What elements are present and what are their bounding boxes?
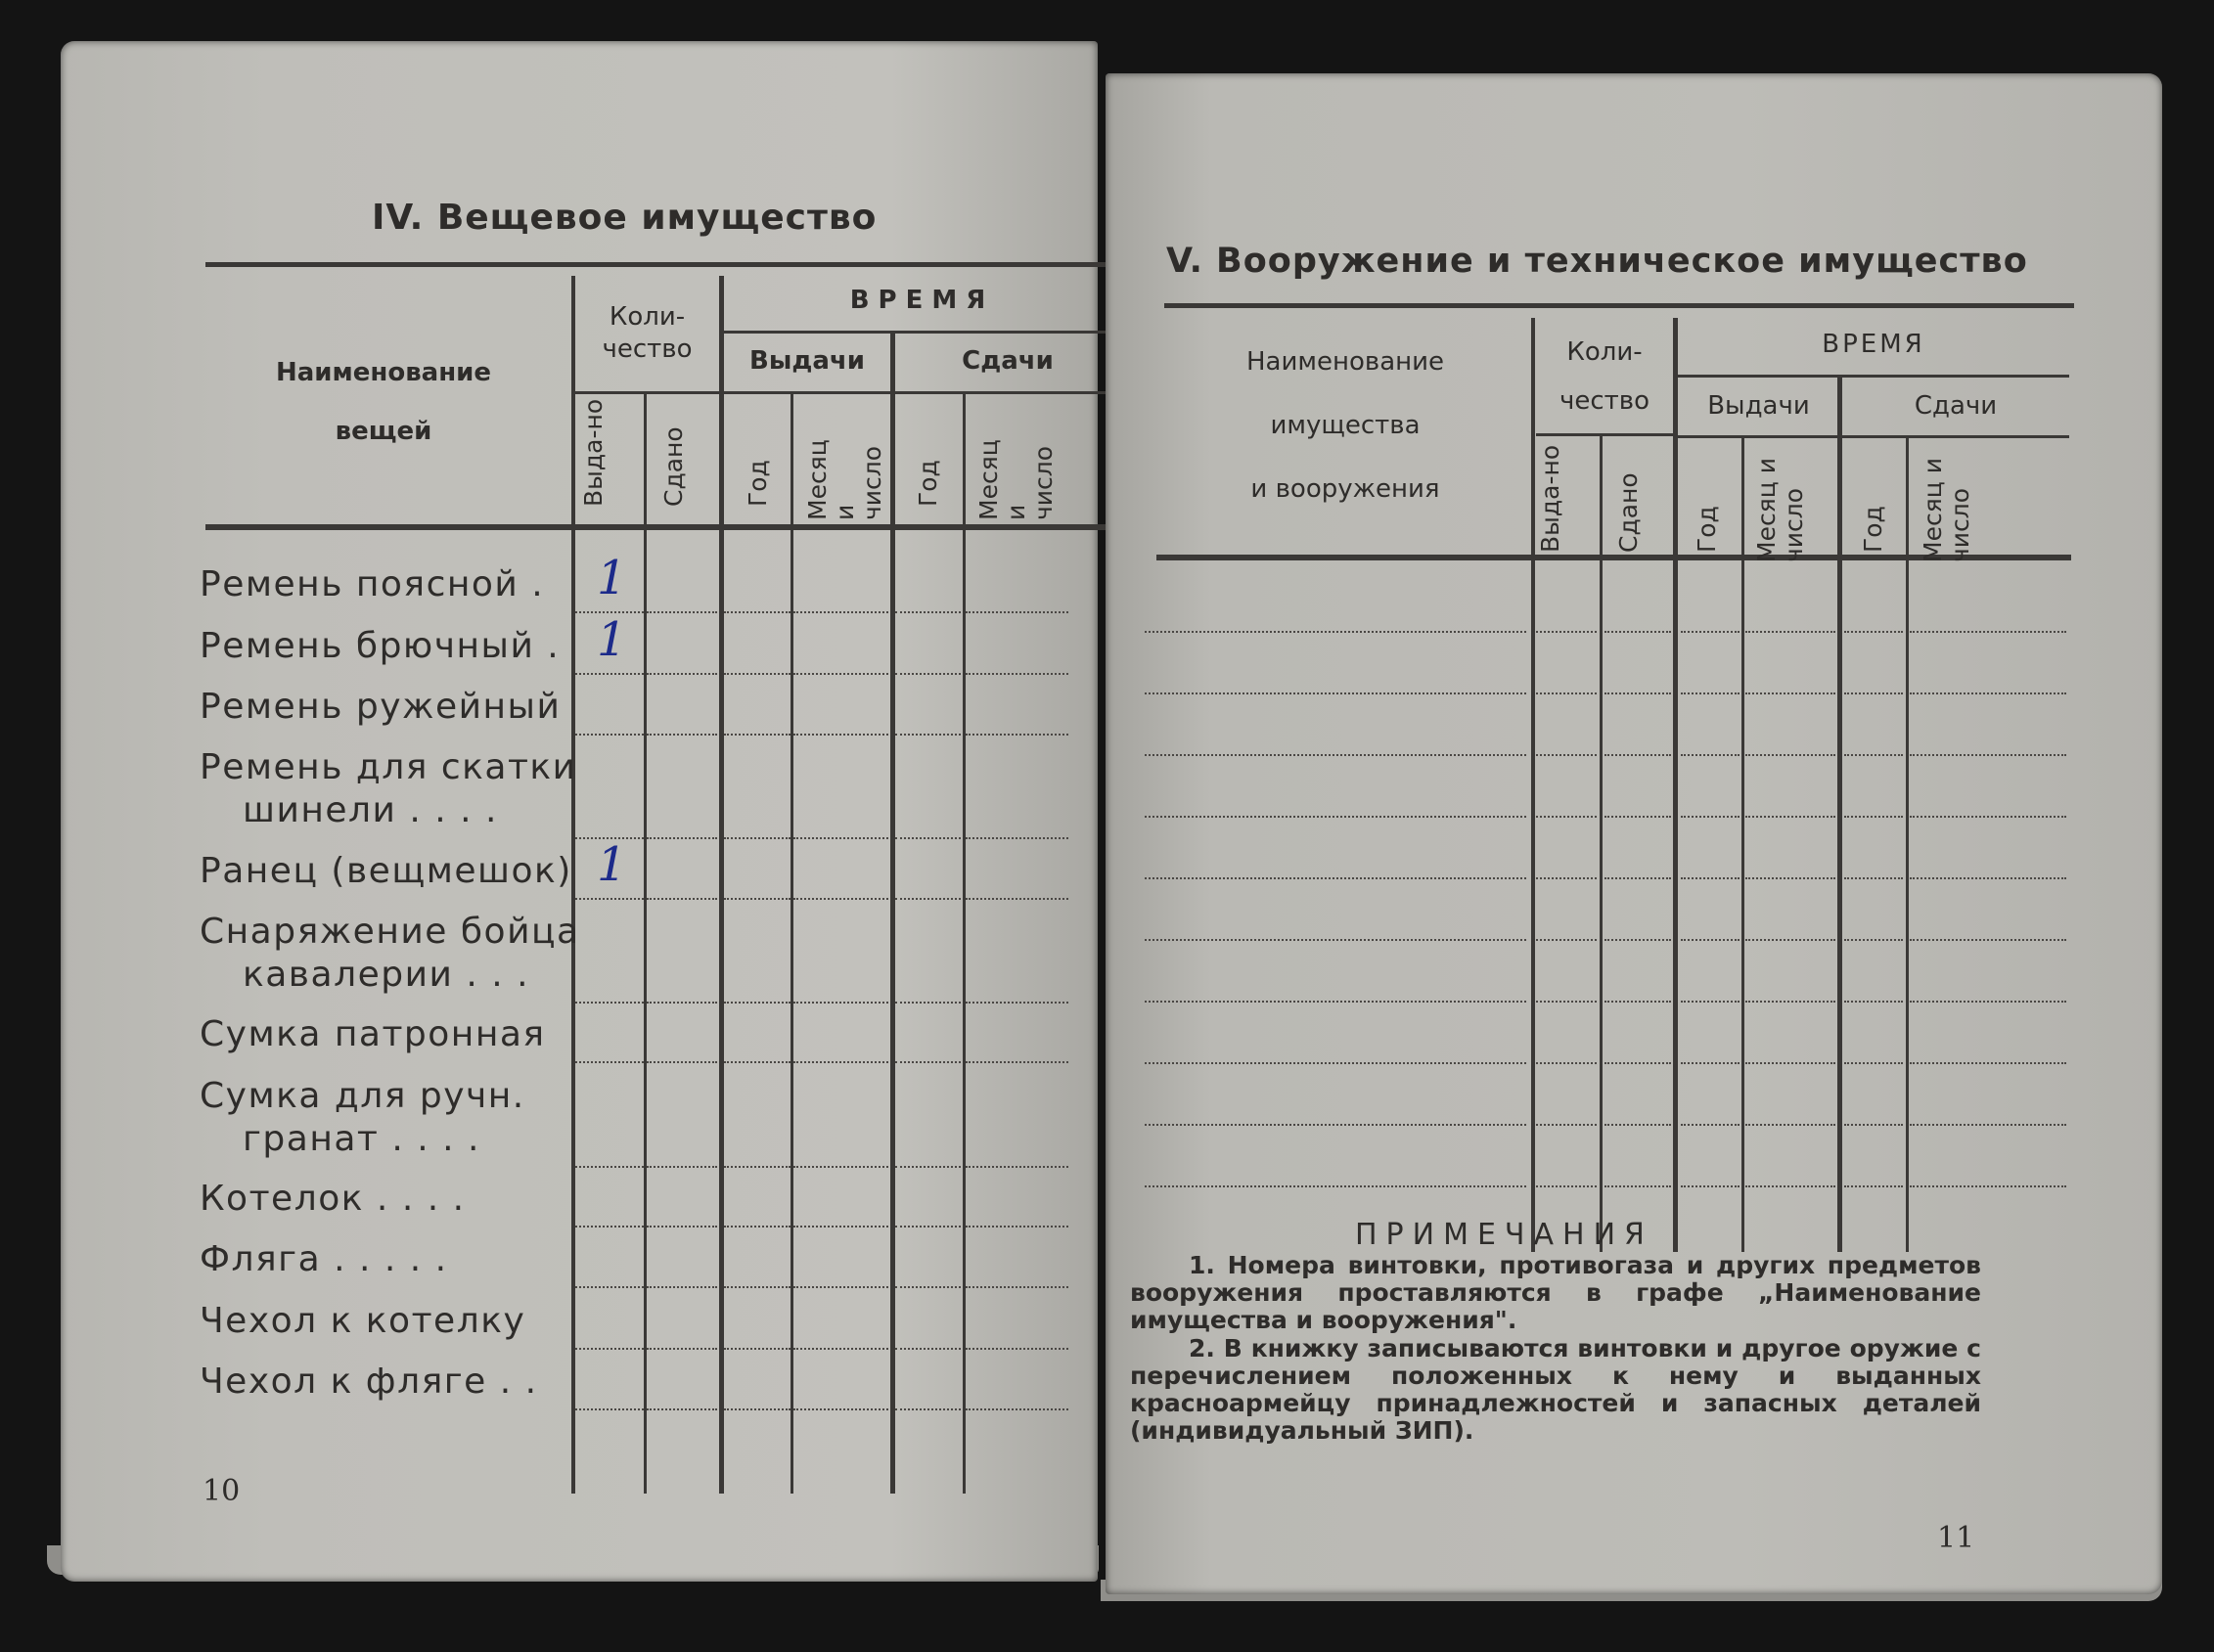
section-title: V. Вооружение и техническое имущество [1166, 242, 2028, 281]
fill-line [793, 898, 888, 900]
header-rule [1536, 433, 1673, 436]
fill-line [575, 1348, 644, 1350]
fill-line [1604, 1124, 1671, 1126]
qty-returned-header: Сдано [659, 426, 688, 507]
fill-line [1604, 939, 1671, 941]
fill-line [575, 898, 644, 900]
left-page [61, 41, 1098, 1582]
fill-line [1536, 754, 1597, 756]
fill-line [1745, 877, 1835, 879]
fill-line [647, 1226, 717, 1228]
item-name: Сумка для ручн. [200, 1076, 525, 1116]
right-page [1106, 73, 2162, 1594]
return-header: Сдачи [962, 346, 1054, 376]
fill-line [895, 673, 961, 675]
fill-line [1536, 816, 1597, 818]
time-header: ВРЕМЯ [1822, 330, 1925, 359]
qty-header: Коли- [609, 302, 686, 332]
year-header: Год [914, 460, 942, 507]
fill-line [1910, 692, 2066, 694]
fill-line [724, 837, 791, 839]
note-1: 1. Номера винтовки, противогаза и других предметов вооружения проставляются в графе „Наименование имущества и вооружения". [1130, 1251, 1981, 1334]
fill-line [793, 673, 888, 675]
handwritten-quantity: 1 [597, 551, 627, 605]
table-top-rule [1164, 303, 2074, 308]
fill-line [1681, 754, 1740, 756]
fill-line [1844, 1124, 1903, 1126]
header-rule [573, 391, 720, 394]
fill-line [966, 1166, 1068, 1168]
year-header: Год [744, 460, 772, 507]
column-rule [644, 393, 647, 1494]
fill-line [1745, 692, 1835, 694]
fill-line [647, 673, 717, 675]
fill-line [575, 1408, 644, 1410]
item-name-continued: гранат . . . . [243, 1119, 480, 1159]
month-day-header: Месяц и число [1919, 458, 1974, 562]
column-rule [1600, 435, 1603, 1252]
fill-line [895, 1286, 961, 1288]
fill-line [1681, 631, 1740, 633]
fill-line [1604, 877, 1671, 879]
fill-line [895, 1408, 961, 1410]
fill-line [1745, 1062, 1835, 1064]
fill-line [1145, 1001, 1526, 1003]
fill-line [647, 734, 717, 736]
fill-line [966, 1348, 1068, 1350]
fill-line [724, 611, 791, 613]
item-name: Котелок . . . . [200, 1179, 466, 1219]
column-rule [890, 333, 895, 1494]
fill-line [895, 1166, 961, 1168]
page-number: 11 [1937, 1521, 1975, 1555]
fill-line [724, 1166, 791, 1168]
fill-line [1844, 1185, 1903, 1187]
header-rule [721, 391, 1122, 394]
item-name: Чехол к котелку [200, 1301, 526, 1341]
fill-line [1910, 1001, 2066, 1003]
fill-line [724, 1002, 791, 1004]
name-header: Наименование [275, 358, 492, 387]
fill-line [1536, 1001, 1597, 1003]
fill-line [1145, 1185, 1526, 1187]
fill-line [1145, 631, 1526, 633]
fill-line [1910, 754, 2066, 756]
fill-line [793, 1286, 888, 1288]
page-number: 10 [203, 1474, 241, 1508]
fill-line [895, 898, 961, 900]
fill-line [1844, 692, 1903, 694]
fill-line [1910, 1062, 2066, 1064]
month-day-header: Месяц и число [974, 439, 1058, 520]
item-name: Ремень поясной . [200, 564, 545, 604]
fill-line [1145, 816, 1526, 818]
column-rule [963, 393, 966, 1494]
fill-line [1844, 877, 1903, 879]
fill-line [1745, 1185, 1835, 1187]
column-rule [1531, 318, 1535, 1252]
fill-line [1681, 1062, 1740, 1064]
fill-line [1681, 692, 1740, 694]
column-rule [1741, 435, 1744, 1252]
fill-line [793, 1226, 888, 1228]
fill-line [1681, 1185, 1740, 1187]
item-name: Снаряжение бойца [200, 912, 580, 952]
fill-line [724, 734, 791, 736]
fill-line [793, 1061, 888, 1063]
fill-line [966, 673, 1068, 675]
qty-header: Коли- [1566, 337, 1643, 367]
item-name: Ремень ружейный [200, 687, 562, 727]
fill-line [895, 837, 961, 839]
fill-line [1604, 816, 1671, 818]
fill-line [1910, 1185, 2066, 1187]
fill-line [1844, 939, 1903, 941]
fill-line [1681, 877, 1740, 879]
fill-line [1604, 1062, 1671, 1064]
fill-line [1745, 939, 1835, 941]
qty-header: чество [1559, 386, 1650, 416]
name-header: и вооружения [1250, 474, 1440, 504]
fill-line [575, 1226, 644, 1228]
note-2: 2. В книжку записываются винтовки и другое оружие с перечислением положенных к нему и выданных красноармейцу принадлежностей и запасных деталей (индивидуальный ЗИП). [1130, 1334, 1981, 1445]
name-header: вещей [335, 417, 432, 446]
fill-line [1910, 816, 2066, 818]
fill-line [895, 1002, 961, 1004]
fill-line [1604, 692, 1671, 694]
fill-line [1536, 877, 1597, 879]
qty-issued-header: Выда-но [579, 398, 608, 507]
header-bottom-rule [205, 524, 1120, 530]
name-header: Наименование [1245, 347, 1445, 377]
fill-line [1681, 1001, 1740, 1003]
fill-line [1536, 1185, 1597, 1187]
fill-line [895, 734, 961, 736]
fill-line [966, 1002, 1068, 1004]
fill-line [1145, 754, 1526, 756]
fill-line [1910, 939, 2066, 941]
fill-line [966, 837, 1068, 839]
fill-line [1844, 754, 1903, 756]
fill-line [1844, 816, 1903, 818]
year-header: Год [1859, 506, 1887, 553]
name-header: имущества [1270, 411, 1421, 440]
fill-line [895, 611, 961, 613]
fill-line [647, 898, 717, 900]
fill-line [1145, 877, 1526, 879]
issue-header: Выдачи [749, 346, 865, 376]
table-top-rule [205, 262, 1120, 267]
fill-line [575, 673, 644, 675]
fill-line [895, 1348, 961, 1350]
item-name: Ранец (вещмешок) [200, 851, 572, 891]
fill-line [1145, 1124, 1526, 1126]
fill-line [793, 837, 888, 839]
fill-line [1536, 692, 1597, 694]
fill-line [1681, 939, 1740, 941]
column-rule [1673, 318, 1678, 1252]
fill-line [793, 611, 888, 613]
item-name: Чехол к фляге . . [200, 1362, 538, 1402]
fill-line [724, 1408, 791, 1410]
fill-line [1604, 754, 1671, 756]
fill-line [647, 1348, 717, 1350]
item-name: Фляга . . . . . [200, 1239, 448, 1279]
section-title: IV. Вещевое имущество [372, 198, 878, 238]
fill-line [966, 1061, 1068, 1063]
item-name: Сумка патронная [200, 1014, 546, 1054]
year-header: Год [1693, 506, 1721, 553]
fill-line [1681, 816, 1740, 818]
fill-line [647, 611, 717, 613]
fill-line [724, 1226, 791, 1228]
handwritten-quantity: 1 [597, 612, 627, 667]
fill-line [575, 1061, 644, 1063]
fill-line [1536, 1062, 1597, 1064]
handwritten-quantity: 1 [597, 837, 627, 892]
fill-line [793, 1166, 888, 1168]
fill-line [647, 1002, 717, 1004]
fill-line [1536, 1124, 1597, 1126]
item-name: Ремень для скатки [200, 747, 577, 787]
month-day-header: Месяц и число [1752, 458, 1808, 562]
fill-line [1145, 939, 1526, 941]
fill-line [647, 1061, 717, 1063]
fill-line [1145, 692, 1526, 694]
fill-line [647, 1408, 717, 1410]
fill-line [793, 1348, 888, 1350]
fill-line [1604, 631, 1671, 633]
fill-line [575, 734, 644, 736]
qty-issued-header: Выда-но [1536, 444, 1564, 553]
column-rule [791, 393, 793, 1494]
fill-line [895, 1226, 961, 1228]
qty-header: чество [602, 335, 693, 364]
item-name: Ремень брючный . [200, 626, 561, 666]
column-rule [719, 276, 724, 1494]
item-name-continued: кавалерии . . . [243, 955, 530, 995]
notes-title: ПРИМЕЧАНИЯ [1355, 1218, 1653, 1252]
qty-returned-header: Сдано [1614, 472, 1643, 553]
fill-line [1910, 631, 2066, 633]
fill-line [724, 673, 791, 675]
fill-line [966, 898, 1068, 900]
month-day-header: Месяц и число [803, 439, 886, 520]
fill-line [1910, 877, 2066, 879]
header-rule [1678, 435, 2069, 438]
item-name-continued: шинели . . . . [243, 790, 498, 830]
fill-line [724, 1061, 791, 1063]
fill-line [724, 898, 791, 900]
fill-line [793, 734, 888, 736]
fill-line [1910, 1124, 2066, 1126]
fill-line [1604, 1185, 1671, 1187]
fill-line [1745, 754, 1835, 756]
fill-line [575, 1166, 644, 1168]
fill-line [1745, 1124, 1835, 1126]
column-rule [1906, 435, 1909, 1252]
fill-line [1745, 631, 1835, 633]
fill-line [647, 1166, 717, 1168]
header-rule [721, 331, 1122, 334]
fill-line [966, 1286, 1068, 1288]
return-header: Сдачи [1914, 391, 1998, 421]
fill-line [1536, 631, 1597, 633]
column-rule [1837, 377, 1842, 1252]
fill-line [647, 1286, 717, 1288]
fill-line [1844, 631, 1903, 633]
fill-line [647, 837, 717, 839]
fill-line [1844, 1062, 1903, 1064]
fill-line [575, 1286, 644, 1288]
fill-line [793, 1408, 888, 1410]
fill-line [724, 1286, 791, 1288]
fill-line [1681, 1124, 1740, 1126]
fill-line [1145, 1062, 1526, 1064]
fill-line [966, 1226, 1068, 1228]
header-rule [1678, 375, 2069, 378]
fill-line [793, 1002, 888, 1004]
fill-line [895, 1061, 961, 1063]
fill-line [966, 1408, 1068, 1410]
fill-line [575, 1002, 644, 1004]
fill-line [1604, 1001, 1671, 1003]
fill-line [1745, 816, 1835, 818]
fill-line [724, 1348, 791, 1350]
fill-line [1536, 939, 1597, 941]
fill-line [1844, 1001, 1903, 1003]
time-header: ВРЕМЯ [849, 286, 995, 315]
fill-line [966, 611, 1068, 613]
fill-line [1745, 1001, 1835, 1003]
issue-header: Выдачи [1707, 391, 1810, 421]
fill-line [966, 734, 1068, 736]
